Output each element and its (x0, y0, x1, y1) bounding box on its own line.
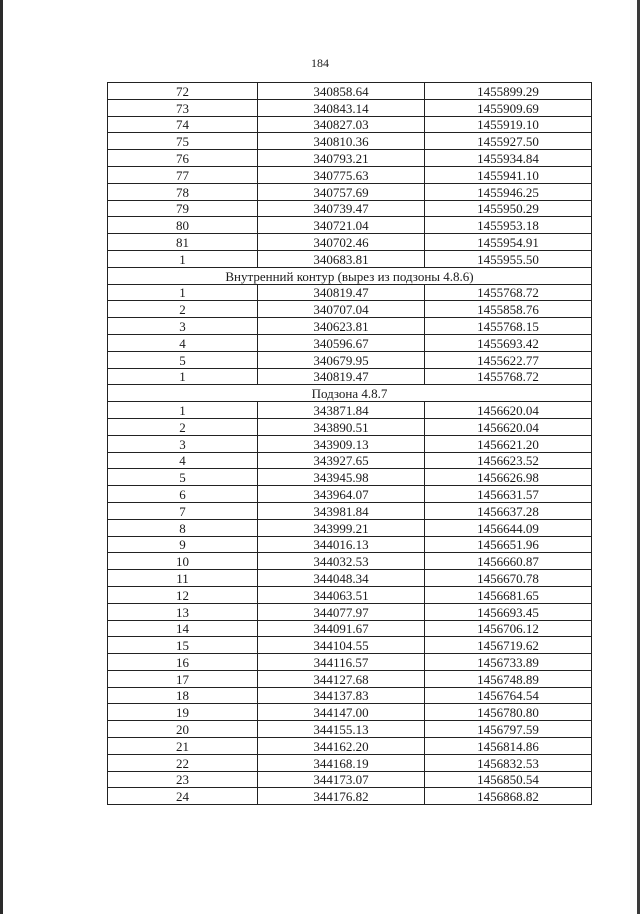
x-coordinate-cell: 340707.04 (258, 301, 425, 318)
point-number-cell: 24 (108, 788, 258, 805)
x-coordinate-cell: 344016.13 (258, 536, 425, 553)
coordinates-table (107, 82, 592, 805)
x-coordinate-cell: 344162.20 (258, 738, 425, 755)
point-number-cell: 80 (108, 217, 258, 234)
table-row (108, 351, 592, 368)
y-coordinate-cell: 1455858.76 (425, 301, 592, 318)
y-coordinate-cell: 1456631.57 (425, 486, 592, 503)
point-number-cell: 1 (108, 368, 258, 385)
table-row (108, 570, 592, 587)
point-number-cell: 2 (108, 301, 258, 318)
x-coordinate-cell: 340739.47 (258, 200, 425, 217)
x-coordinate-cell: 344176.82 (258, 788, 425, 805)
table-row (108, 486, 592, 503)
y-coordinate-cell: 1456681.65 (425, 586, 592, 603)
table-row (108, 788, 592, 805)
point-number-cell: 76 (108, 150, 258, 167)
point-number-cell: 5 (108, 351, 258, 368)
y-coordinate-cell: 1456850.54 (425, 771, 592, 788)
table-row (108, 771, 592, 788)
inner-contour-section-title: Внутренний контур (вырез из подзоны 4.8.6) (108, 267, 592, 284)
x-coordinate-cell: 344168.19 (258, 754, 425, 771)
point-number-cell: 20 (108, 721, 258, 738)
x-coordinate-cell: 344032.53 (258, 553, 425, 570)
point-number-cell: 81 (108, 234, 258, 251)
table-row (108, 654, 592, 671)
table-row (108, 704, 592, 721)
y-coordinate-cell: 1455941.10 (425, 166, 592, 183)
point-number-cell: 73 (108, 99, 258, 116)
x-coordinate-cell: 340596.67 (258, 334, 425, 351)
x-coordinate-cell: 344127.68 (258, 670, 425, 687)
point-number-cell: 18 (108, 687, 258, 704)
x-coordinate-cell: 340858.64 (258, 83, 425, 100)
x-coordinate-cell: 340810.36 (258, 133, 425, 150)
point-number-cell: 1 (108, 284, 258, 301)
y-coordinate-cell: 1455622.77 (425, 351, 592, 368)
y-coordinate-cell: 1456706.12 (425, 620, 592, 637)
y-coordinate-cell: 1455927.50 (425, 133, 592, 150)
y-coordinate-cell: 1455953.18 (425, 217, 592, 234)
table-row (108, 133, 592, 150)
point-number-cell: 72 (108, 83, 258, 100)
y-coordinate-cell: 1456780.80 (425, 704, 592, 721)
x-coordinate-cell: 340819.47 (258, 368, 425, 385)
y-coordinate-cell: 1455950.29 (425, 200, 592, 217)
table-row (108, 368, 592, 385)
point-number-cell: 23 (108, 771, 258, 788)
table-row (108, 754, 592, 771)
table-row (108, 334, 592, 351)
point-number-cell: 17 (108, 670, 258, 687)
x-coordinate-cell: 340757.69 (258, 183, 425, 200)
table-row (108, 183, 592, 200)
point-number-cell: 11 (108, 570, 258, 587)
point-number-cell: 4 (108, 334, 258, 351)
point-number-cell: 19 (108, 704, 258, 721)
point-number-cell: 3 (108, 318, 258, 335)
point-number-cell: 6 (108, 486, 258, 503)
table-row (108, 200, 592, 217)
table-row (108, 586, 592, 603)
y-coordinate-cell: 1455946.25 (425, 183, 592, 200)
x-coordinate-cell: 340775.63 (258, 166, 425, 183)
table-row (108, 435, 592, 452)
x-coordinate-cell: 340819.47 (258, 284, 425, 301)
y-coordinate-cell: 1456620.04 (425, 402, 592, 419)
point-number-cell: 13 (108, 603, 258, 620)
y-coordinate-cell: 1456814.86 (425, 738, 592, 755)
table-row (108, 502, 592, 519)
table-row (108, 418, 592, 435)
table-row (108, 217, 592, 234)
x-coordinate-cell: 344104.55 (258, 637, 425, 654)
point-number-cell: 74 (108, 116, 258, 133)
table-row (108, 670, 592, 687)
point-number-cell: 10 (108, 553, 258, 570)
point-number-cell: 15 (108, 637, 258, 654)
y-coordinate-cell: 1456733.89 (425, 654, 592, 671)
y-coordinate-cell: 1456637.28 (425, 502, 592, 519)
point-number-cell: 4 (108, 452, 258, 469)
x-coordinate-cell: 343909.13 (258, 435, 425, 452)
table-row (108, 166, 592, 183)
x-coordinate-cell: 344137.83 (258, 687, 425, 704)
point-number-cell: 78 (108, 183, 258, 200)
point-number-cell: 1 (108, 402, 258, 419)
y-coordinate-cell: 1455909.69 (425, 99, 592, 116)
table-row (108, 284, 592, 301)
point-number-cell: 9 (108, 536, 258, 553)
x-coordinate-cell: 340793.21 (258, 150, 425, 167)
x-coordinate-cell: 340679.95 (258, 351, 425, 368)
x-coordinate-cell: 343964.07 (258, 486, 425, 503)
table-row (108, 721, 592, 738)
point-number-cell: 5 (108, 469, 258, 486)
inner-contour-section-row (108, 267, 592, 284)
x-coordinate-cell: 343871.84 (258, 402, 425, 419)
y-coordinate-cell: 1455768.15 (425, 318, 592, 335)
point-number-cell: 21 (108, 738, 258, 755)
coordinates-table-body (108, 83, 592, 805)
x-coordinate-cell: 340623.81 (258, 318, 425, 335)
point-number-cell: 12 (108, 586, 258, 603)
table-row (108, 150, 592, 167)
x-coordinate-cell: 340683.81 (258, 250, 425, 267)
x-coordinate-cell: 344063.51 (258, 586, 425, 603)
x-coordinate-cell: 343890.51 (258, 418, 425, 435)
y-coordinate-cell: 1455955.50 (425, 250, 592, 267)
x-coordinate-cell: 344116.57 (258, 654, 425, 671)
point-number-cell: 79 (108, 200, 258, 217)
table-row (108, 83, 592, 100)
table-row (108, 318, 592, 335)
point-number-cell: 77 (108, 166, 258, 183)
y-coordinate-cell: 1456623.52 (425, 452, 592, 469)
y-coordinate-cell: 1455919.10 (425, 116, 592, 133)
x-coordinate-cell: 340843.14 (258, 99, 425, 116)
y-coordinate-cell: 1456797.59 (425, 721, 592, 738)
y-coordinate-cell: 1456651.96 (425, 536, 592, 553)
x-coordinate-cell: 343945.98 (258, 469, 425, 486)
x-coordinate-cell: 344147.00 (258, 704, 425, 721)
y-coordinate-cell: 1456670.78 (425, 570, 592, 587)
table-row (108, 738, 592, 755)
scan-edge-left (0, 0, 3, 914)
point-number-cell: 75 (108, 133, 258, 150)
y-coordinate-cell: 1456719.62 (425, 637, 592, 654)
y-coordinate-cell: 1456748.89 (425, 670, 592, 687)
x-coordinate-cell: 344077.97 (258, 603, 425, 620)
point-number-cell: 16 (108, 654, 258, 671)
x-coordinate-cell: 344091.67 (258, 620, 425, 637)
table-row (108, 116, 592, 133)
y-coordinate-cell: 1456626.98 (425, 469, 592, 486)
y-coordinate-cell: 1455934.84 (425, 150, 592, 167)
point-number-cell: 14 (108, 620, 258, 637)
point-number-cell: 22 (108, 754, 258, 771)
y-coordinate-cell: 1456644.09 (425, 519, 592, 536)
y-coordinate-cell: 1456620.04 (425, 418, 592, 435)
table-row (108, 620, 592, 637)
point-number-cell: 1 (108, 250, 258, 267)
table-row (108, 553, 592, 570)
y-coordinate-cell: 1455693.42 (425, 334, 592, 351)
x-coordinate-cell: 343927.65 (258, 452, 425, 469)
point-number-cell: 2 (108, 418, 258, 435)
x-coordinate-cell: 340721.04 (258, 217, 425, 234)
x-coordinate-cell: 344155.13 (258, 721, 425, 738)
y-coordinate-cell: 1456621.20 (425, 435, 592, 452)
table-row (108, 536, 592, 553)
table-row (108, 301, 592, 318)
subzone-section-title: Подзона 4.8.7 (108, 385, 592, 402)
y-coordinate-cell: 1455768.72 (425, 284, 592, 301)
table-row (108, 687, 592, 704)
table-row (108, 99, 592, 116)
table-row (108, 250, 592, 267)
y-coordinate-cell: 1456764.54 (425, 687, 592, 704)
x-coordinate-cell: 343999.21 (258, 519, 425, 536)
table-row (108, 637, 592, 654)
x-coordinate-cell: 343981.84 (258, 502, 425, 519)
table-row (108, 234, 592, 251)
table-row (108, 603, 592, 620)
table-row (108, 452, 592, 469)
table-row (108, 519, 592, 536)
table-row (108, 402, 592, 419)
point-number-cell: 8 (108, 519, 258, 536)
subzone-section-row (108, 385, 592, 402)
y-coordinate-cell: 1455954.91 (425, 234, 592, 251)
y-coordinate-cell: 1456832.53 (425, 754, 592, 771)
y-coordinate-cell: 1456868.82 (425, 788, 592, 805)
y-coordinate-cell: 1455899.29 (425, 83, 592, 100)
x-coordinate-cell: 340827.03 (258, 116, 425, 133)
table-row (108, 469, 592, 486)
y-coordinate-cell: 1456660.87 (425, 553, 592, 570)
x-coordinate-cell: 344173.07 (258, 771, 425, 788)
y-coordinate-cell: 1455768.72 (425, 368, 592, 385)
point-number-cell: 7 (108, 502, 258, 519)
page-number: 184 (311, 56, 329, 70)
x-coordinate-cell: 340702.46 (258, 234, 425, 251)
x-coordinate-cell: 344048.34 (258, 570, 425, 587)
y-coordinate-cell: 1456693.45 (425, 603, 592, 620)
point-number-cell: 3 (108, 435, 258, 452)
